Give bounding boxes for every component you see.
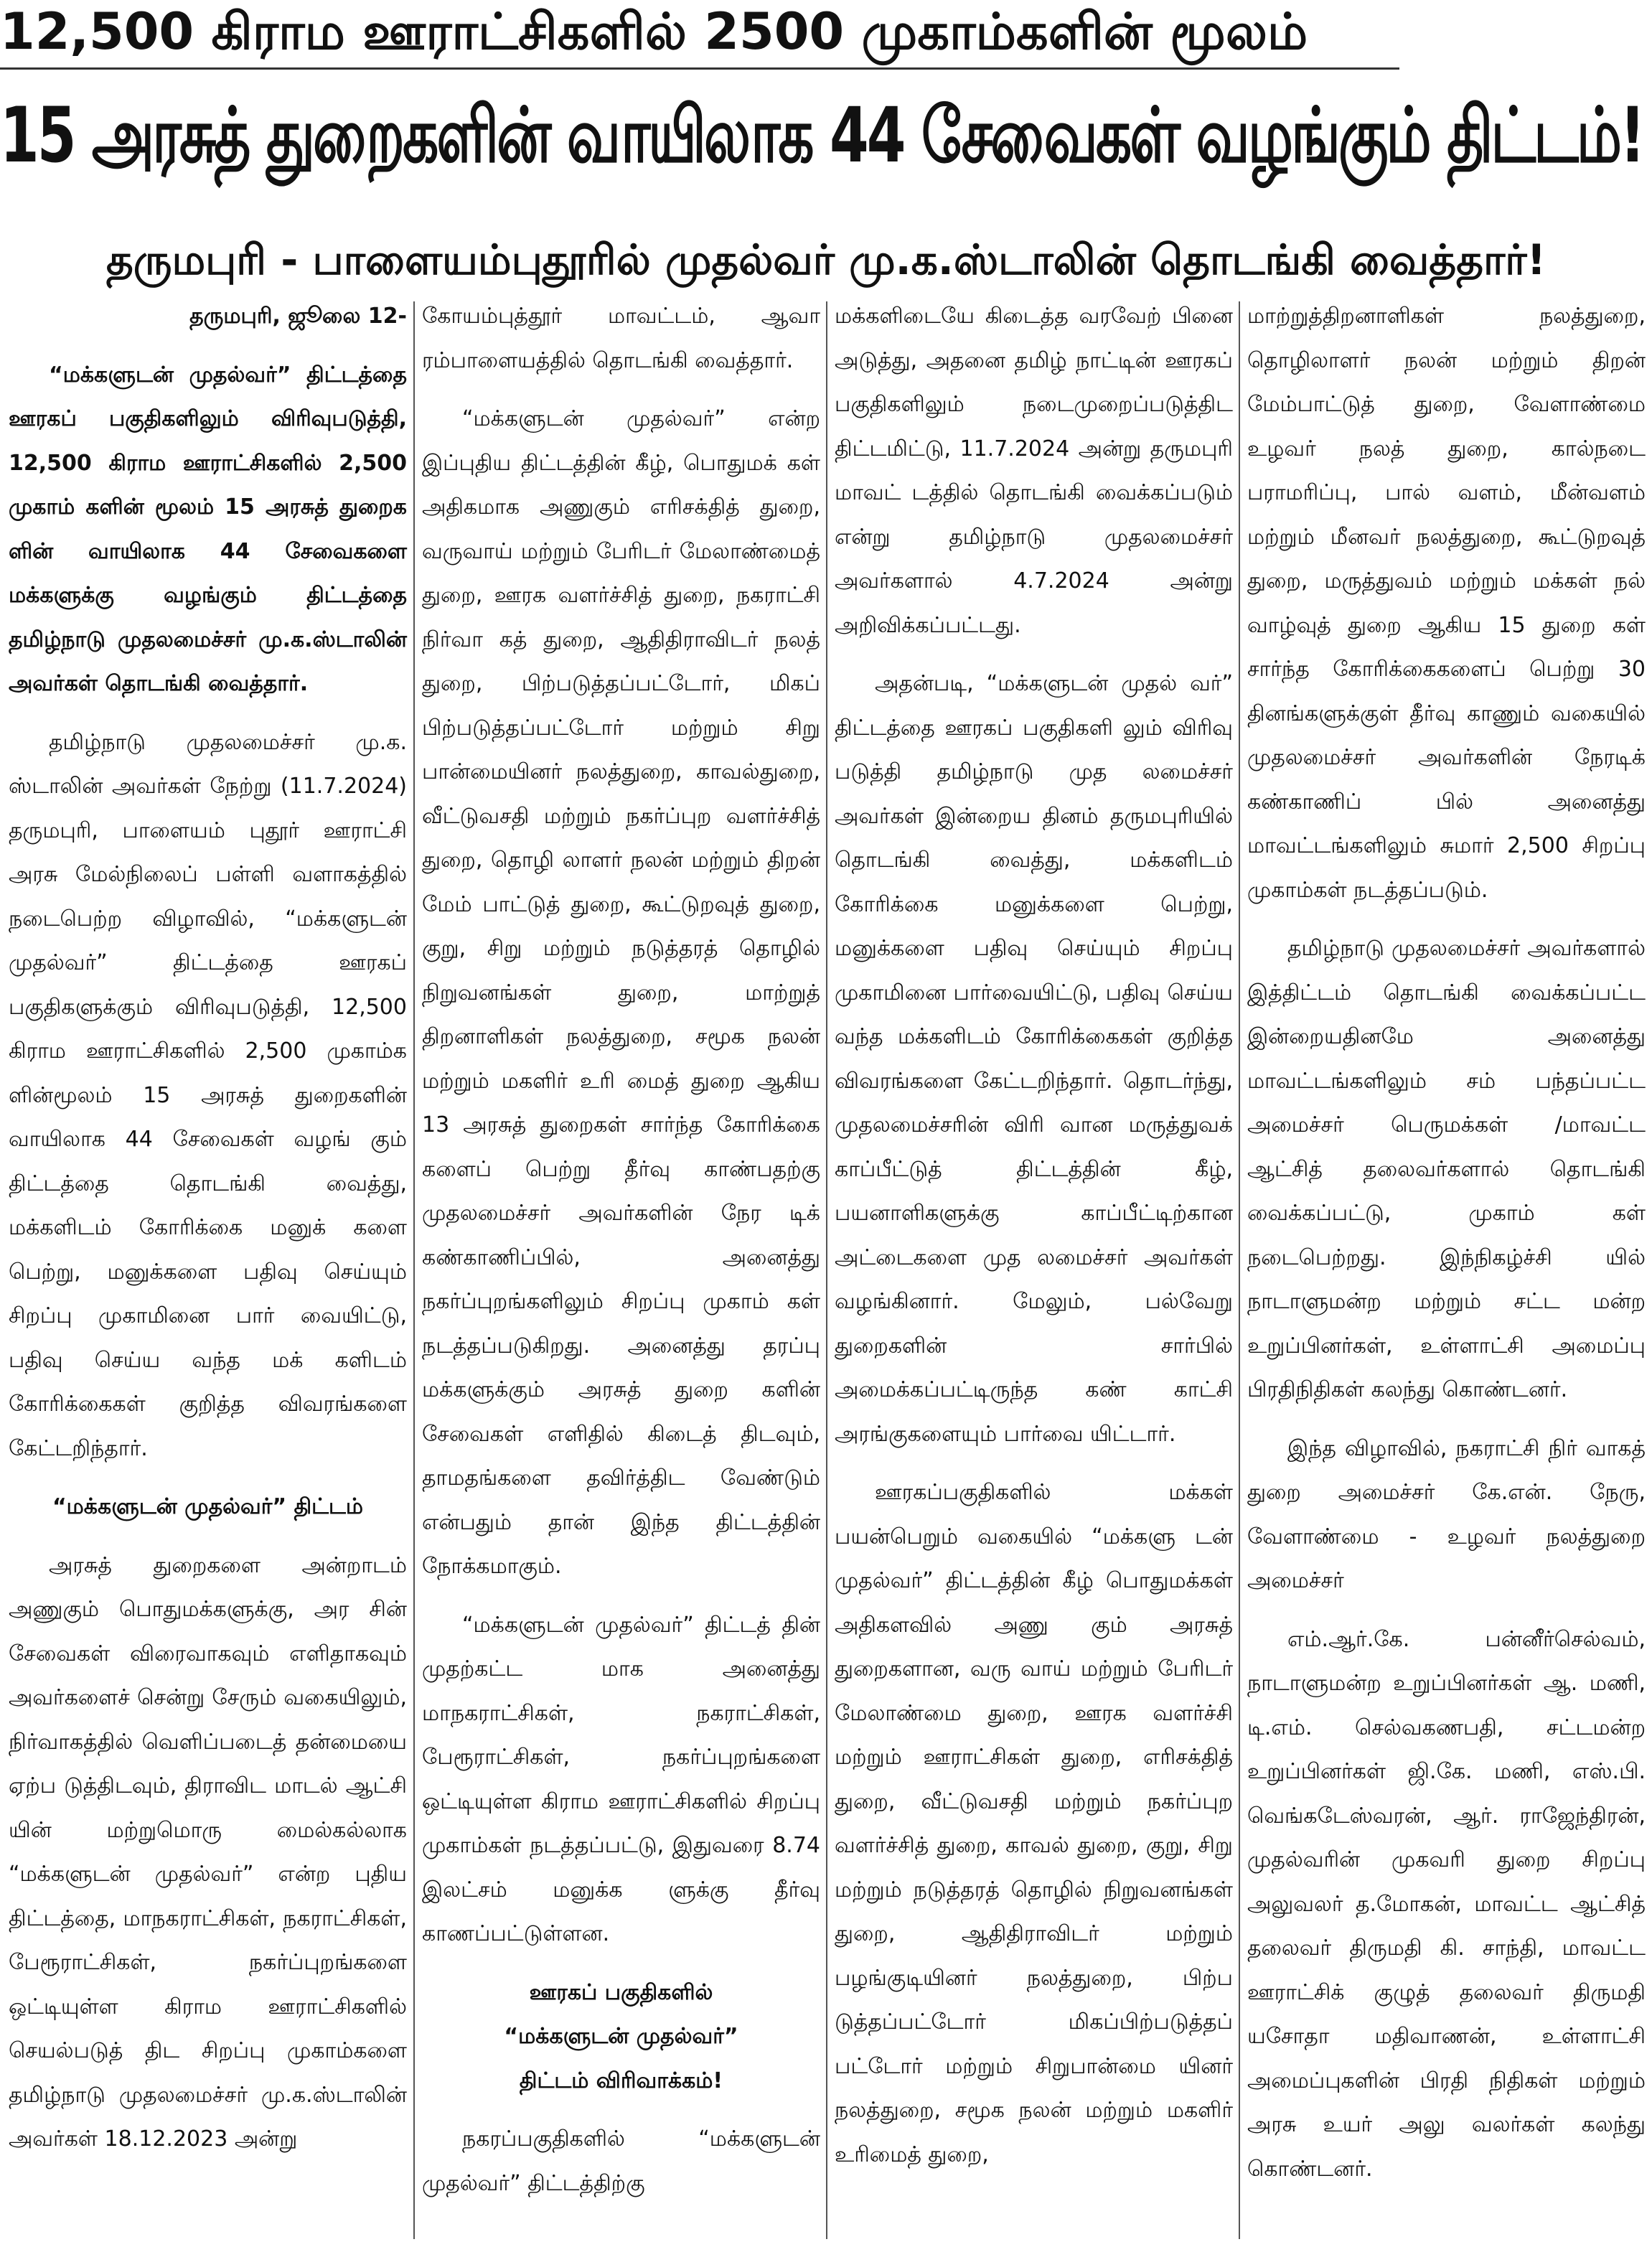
paragraph: “மக்களுடன் முதல்வர்” திட்டத் தின் முதற்கட்ட மாக அனைத்து மாநகராட்சிகள், நகராட்சிகள், பேரூராட்சிகள், நகர்ப்புறங்களை ஒட்டியுள்ள கிராம ஊராட்சிகளில் சிறப்பு முகாம்கள் நடத்தப்பட்டு, இதுவரை 8.74 இலட்சம் மனுக்க ளுக்கு தீர்வு காணப்பட்டுள்ளன. (422, 1612, 820, 1946)
article-column-3 (835, 294, 1233, 2246)
lead-paragraph: “மக்களுடன் முதல்வர்” திட்டத்தை ஊரகப் பகுதிகளிலும் விரிவுபடுத்தி, 12,500 கிராம ஊராட்சிகளில் 2,500 முகாம் களின் மூலம் 15 அரசுத் துறைக ளின் வாயிலாக 44 சேவைகளை மக்களுக்கு வழங்கும் திட்டத்தை தமிழ்நாடு முதலமைச்சர் மு.க.ஸ்டாலின் அவர்கள் தொடங்கி வைத்தார். (9, 362, 407, 696)
paragraph: ஊரகப்பகுதிகளில் மக்கள் பயன்பெறும் வகையில் “மக்களு டன் முதல்வர்” திட்டத்தின் கீழ் பொதுமக்கள் அதிகளவில் அணு கும் அரசுத் துறைகளான, வரு வாய் மற்றும் பேரிடர் மேலாண்மை துறை, ஊரக வளர்ச்சி மற்றும் ஊராட்சிகள் துறை, எரிசக்தித் துறை, வீட்டுவசதி மற்றும் நகர்ப்புற வளர்ச்சித் துறை, காவல் துறை, குறு, சிறு மற்றும் நடுத்தரத் தொழில் நிறுவனங்கள் துறை, ஆதிதிராவிடர் மற்றும் பழங்குடியினர் நலத்துறை, பிற்ப டுத்தப்பட்டோர் மிகப்பிற்படுத்தப் பட்டோர் மற்றும் சிறுபான்மை யினர் நலத்துறை, சமூக நலன் மற்றும் மகளிர் உரிமைத் துறை, (835, 1480, 1233, 2167)
article-column-1 (9, 294, 407, 2246)
subheadline: தருமபுரி - பாளையம்புதூரில் முதல்வர் மு.க.ஸ்டாலின் தொடங்கி வைத்தார்! (105, 235, 1547, 284)
paragraph: தமிழ்நாடு முதலமைச்சர் மு.க. ஸ்டாலின் அவர்கள் நேற்று (11.7.2024) தருமபுரி, பாளையம் புதூர் ஊராட்சி அரசு மேல்நிலைப் பள்ளி வளாகத்தில் நடைபெற்ற விழாவில், “மக்களுடன் முதல்வர்” திட்டத்தை ஊரகப் பகுதிகளுக்கும் விரிவுபடுத்தி, 12,500 கிராம ஊராட்சிகளில் 2,500 முகாம்க ளின்மூலம் 15 அரசுத் துறைகளின் வாயிலாக 44 சேவைகள் வழங் கும் திட்டத்தை தொடங்கி வைத்து, மக்களிடம் கோரிக்கை மனுக் களை பெற்று, மனுக்களை பதிவு செய்யும் சிறப்பு முகாமினை பார் வையிட்டு, பதிவு செய்ய வந்த மக் களிடம் கோரிக்கைகள் குறித்த விவரங்களை கேட்டறிந்தார். (9, 729, 407, 1461)
paragraph: நகரப்பகுதிகளில் “மக்களுடன் முதல்வர்” திட்டத்திற்கு (422, 2126, 820, 2196)
kicker-line: 12,500 கிராம ஊராட்சிகளில் 2500 முகாம்களின் மூலம் (0, 2, 1308, 61)
paragraph: மக்களிடையே கிடைத்த வரவேற் பினை அடுத்து, அதனை தமிழ் நாட்டின் ஊரகப் பகுதிகளிலும் நடைமுறைப்படுத்திட திட்டமிட்டு, 11.7.2024 அன்று தருமபுரி மாவட் டத்தில் தொடங்கி வைக்கப்படும் என்று தமிழ்நாடு முதலமைச்சர் அவர்களால் 4.7.2024 அன்று அறிவிக்கப்பட்டது. (835, 304, 1233, 638)
section-heading-line: ஊரகப் பகுதிகளில் (529, 1979, 713, 2005)
section-heading (9, 1485, 407, 1529)
section-heading-line: திட்டம் விரிவாக்கம்! (519, 2068, 723, 2093)
dateline: தருமபுரி, ஜூலை 12- (189, 304, 407, 329)
column-rule (413, 301, 415, 2239)
section-heading-text: “மக்களுடன் முதல்வர்” திட்டம் (52, 1494, 364, 1519)
paragraph: தமிழ்நாடு முதலமைச்சர் அவர்களால் இத்திட்டம் தொடங்கி வைக்கப்பட்ட இன்றையதினமே அனைத்து மாவட்டங்களிலும் சம் பந்தப்பட்ட அமைச்சர் பெருமக்கள் /மாவட்ட ஆட்சித் தலைவர்களால் தொடங்கி வைக்கப்பட்டு, முகாம் கள் நடைபெற்றது. இந்நிகழ்ச்சி யில் நாடாளுமன்ற மற்றும் சட்ட மன்ற உறுப்பினர்கள், உள்ளாட்சி அமைப்பு பிரதிநிதிகள் கலந்து கொண்டனர். (1247, 936, 1646, 1402)
kicker-divider (0, 67, 1399, 70)
paragraph: மாற்றுத்திறனாளிகள் நலத்துறை, தொழிலாளர் நலன் மற்றும் திறன் மேம்பாட்டுத் துறை, வேளாண்மை உழவர் நலத் துறை, கால்நடை பராமரிப்பு, பால் வளம், மீன்வளம் மற்றும் மீனவர் நலத்துறை, கூட்டுறவுத் துறை, மருத்துவம் மற்றும் மக்கள் நல் வாழ்வுத் துறை ஆகிய 15 துறை கள் சார்ந்த கோரிக்கைகளைப் பெற்று 30 தினங்களுக்குள் தீர்வு காணும் வகையில் முதலமைச்சர் அவர்களின் நேரடிக் கண்காணிப் பில் அனைத்து மாவட்டங்களிலும் சுமார் 2,500 சிறப்பு முகாம்கள் நடத்தப்படும். (1247, 304, 1646, 903)
paragraph: இந்த விழாவில், நகராட்சி நிர் வாகத் துறை அமைச்சர் கே.என். நேரு, வேளாண்மை - உழவர் நலத்துறை அமைச்சர் (1247, 1435, 1646, 1593)
paragraph: கோயம்புத்தூர் மாவட்டம், ஆவா ரம்பாளையத்தில் தொடங்கி வைத்தார். (422, 304, 820, 373)
section-heading-line: “மக்களுடன் முதல்வர்” (504, 2024, 738, 2049)
paragraph: “மக்களுடன் முதல்வர்” என்ற இப்புதிய திட்டத்தின் கீழ், பொதுமக் கள் அதிகமாக அணுகும் எரிசக்தித் துறை, வருவாய் மற்றும் பேரிடர் மேலாண்மைத் துறை, ஊரக வளர்ச்சித் துறை, நகராட்சி நிர்வா கத் துறை, ஆதிதிராவிடர் நலத் துறை, பிற்படுத்தப்பட்டோர், மிகப் பிற்படுத்தப்பட்டோர் மற்றும் சிறு பான்மையினர் நலத்துறை, காவல்துறை, வீட்டுவசதி மற்றும் நகர்ப்புற வளர்ச்சித் துறை, தொழி லாளர் நலன் மற்றும் திறன் மேம் பாட்டுத் துறை, கூட்டுறவுத் துறை, குறு, சிறு மற்றும் நடுத்தரத் தொழில் நிறுவனங்கள் துறை, மாற்றுத் திறனாளிகள் நலத்துறை, சமூக நலன் மற்றும் மகளிர் உரி மைத் துறை ஆகிய 13 அரசுத் துறைகள் சார்ந்த கோரிக்கை களைப் பெற்று தீர்வு காண்பதற்கு முதலமைச்சர் அவர்களின் நேர டிக் கண்காணிப்பில், அனைத்து நகர்ப்புறங்களிலும் சிறப்பு முகாம் கள் நடத்தப்படுகிறது. அனைத்து தரப்பு மக்களுக்கும் அரசுத் துறை களின் சேவைகள் எளிதில் கிடைத் திடவும், தாமதங்களை தவிர்த்திட வேண்டும் என்பதும் தான் இந்த திட்டத்தின் நோக்கமாகும். (422, 406, 820, 1579)
article-column-4 (1247, 294, 1646, 2246)
column-rule (1239, 301, 1240, 2239)
paragraph: அதன்படி, “மக்களுடன் முதல் வர்” திட்டத்தை ஊரகப் பகுதிகளி லும் விரிவு படுத்தி தமிழ்நாடு முத லமைச்சர் அவர்கள் இன்றைய தினம் தருமபுரியில் தொடங்கி வைத்து, மக்களிடம் கோரிக்கை மனுக்களை பெற்று, மனுக்களை பதிவு செய்யும் சிறப்பு முகாமினை பார்வையிட்டு, பதிவு செய்ய வந்த மக்களிடம் கோரிக்கைகள் குறித்த விவரங்களை கேட்டறிந்தார். தொடர்ந்து, முதலமைச்சரின் விரி வான மருத்துவக் காப்பீட்டுத் திட்டத்தின் கீழ், பயனாளிகளுக்கு காப்பீட்டிற்கான அட்டைகளை முத லமைச்சர் அவர்கள் வழங்கினார். மேலும், பல்வேறு துறைகளின் சார்பில் அமைக்கப்பட்டிருந்த கண் காட்சி அரங்குகளையும் பார்வை யிட்டார். (835, 671, 1233, 1447)
section-heading (422, 1971, 820, 2103)
paragraph: எம்.ஆர்.கே. பன்னீர்செல்வம், நாடாளுமன்ற உறுப்பினர்கள் ஆ. மணி, டி.எம். செல்வகணபதி, சட்டமன்ற உறுப்பினர்கள் ஜி.கே. மணி, எஸ்.பி. வெங்கடேஸ்வரன், ஆர். ராஜேந்திரன், முதல்வரின் முகவரி துறை சிறப்பு அலுவலர் த.மோகன், மாவட்ட ஆட்சித் தலைவர் திருமதி கி. சாந்தி, மாவட்ட ஊராட்சிக் குழுத் தலைவர் திருமதி யசோதா மதிவாணன், உள்ளாட்சி அமைப்புகளின் பிரதி நிதிகள் மற்றும் அரசு உயர் அலு வலர்கள் கலந்து கொண்டனர். (1247, 1626, 1646, 2182)
article-column-2 (422, 294, 820, 2246)
paragraph: அரசுத் துறைகளை அன்றாடம் அணுகும் பொதுமக்களுக்கு, அர சின் சேவைகள் விரைவாகவும் எளிதாகவும் அவர்களைச் சென்று சேரும் வகையிலும், நிர்வாகத்தில் வெளிப்படைத் தன்மையை ஏற்ப டுத்திடவும், திராவிட மாடல் ஆட்சி யின் மற்றுமொரு மைல்கல்லாக “மக்களுடன் முதல்வர்” என்ற புதிய திட்டத்தை, மாநகராட்சிகள், நகராட்சிகள், பேரூராட்சிகள், நகர்ப்புறங்களை ஒட்டியுள்ள கிராம ஊராட்சிகளில் செயல்படுத் திட சிறப்பு முகாம்களை தமிழ்நாடு முதலமைச்சர் மு.க.ஸ்டாலின் அவர்கள் 18.12.2023 அன்று (9, 1552, 407, 2152)
column-rule (826, 301, 827, 2239)
headline: 15 அரசுத் துறைகளின் வாயிலாக 44 சேவைகள் வழங்கும் திட்டம்! (0, 91, 1643, 179)
